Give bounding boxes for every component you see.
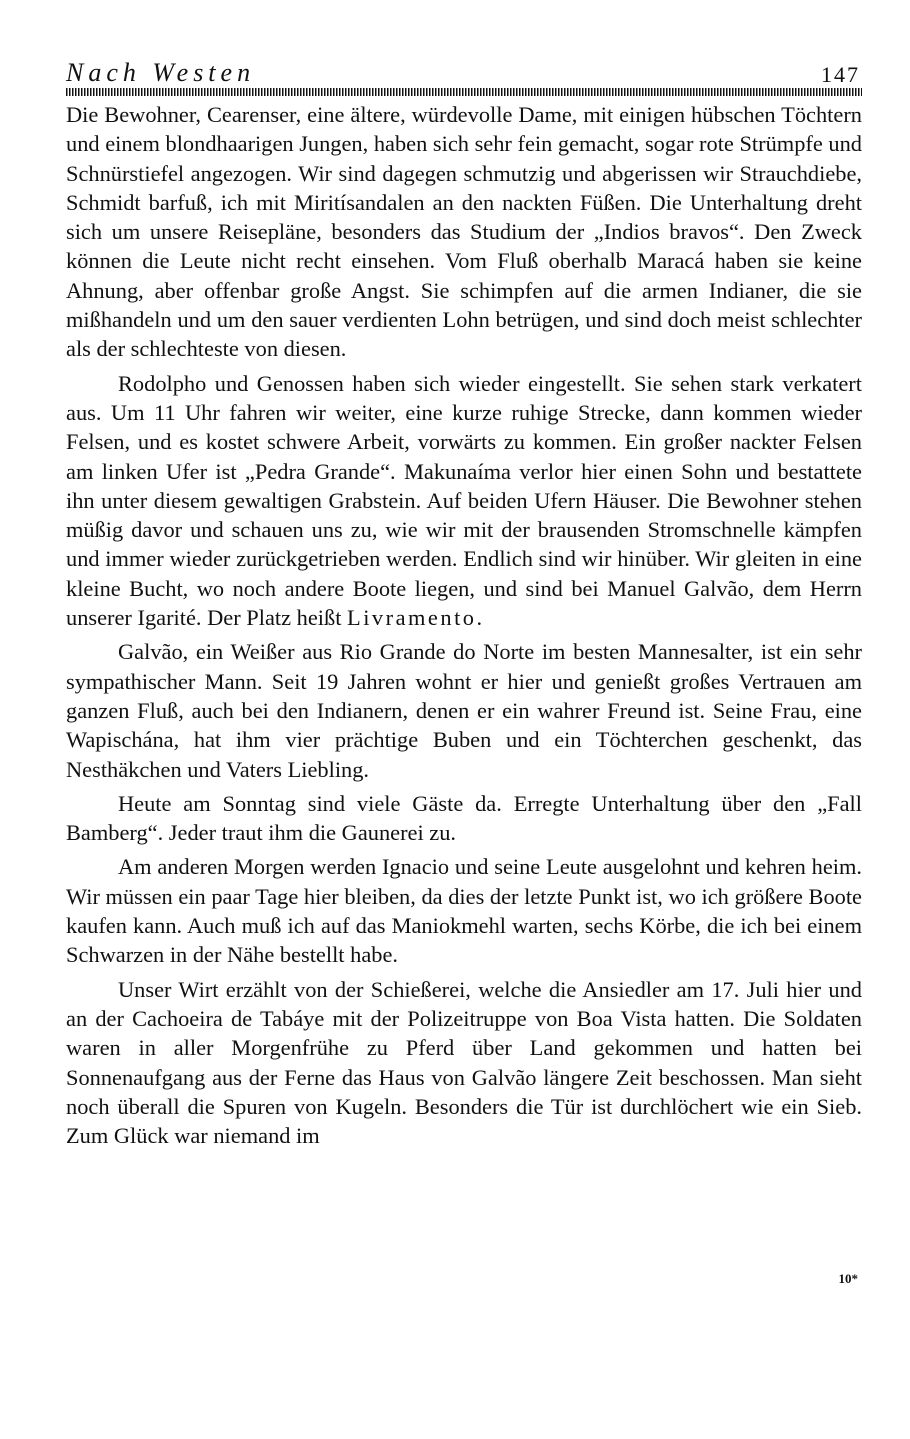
paragraph-2-text: Rodolpho und Genossen haben sich wieder eingestellt. Sie sehen stark verkatert aus. Um 11 Uhr fahren wir weiter, eine kurze ruhige Strecke, dann kommen wieder Felsen, und es kostet schwere Arbeit, vorwärts zu kommen. Ein großer nackter Felsen am linken Ufer ist „Pedra Grande“. Makunaíma verlor hier einen Sohn und bestattete ihn unter diesem gewaltigen Grabstein. Auf beiden Ufern Häuser. Die Bewohner stehen müßig davor und schauen uns zu, wie wir mit der brausenden Stromschnelle kämpfen und immer wieder zurückgetrieben werden. Endlich sind wir hinüber. Wir gleiten in eine kleine Bucht, wo noch andere Boote liegen, und sind bei Manuel Galvão, dem Herrn unserer Igarité. Der Platz heißt: [66, 370, 862, 631]
paragraph-2-tail: .: [476, 605, 483, 631]
paragraph-6: Unser Wirt erzählt von der Schießerei, welche die Ansiedler am 17. Juli hier und an der Cachoeira de Tabáye mit der Polizeitruppe von Boa Vista hatten. Die Soldaten waren in aller Morgenfrühe zu Pferd über Land gekommen und hatten bei Sonnenaufgang aus der Ferne das Haus von Galvão längere Zeit beschossen. Man sieht noch überall die Spuren von Kugeln. Besonders die Tür ist durchlöchert wie ein Sieb. Zum Glück war niemand im: [66, 976, 862, 1149]
page-header: [66, 58, 862, 88]
header-rule: [66, 88, 862, 96]
paragraph-5: Am anderen Morgen werden Ignacio und seine Leute ausgelohnt und kehren heim. Wir müssen ein paar Tage hier bleiben, da dies der letzte Punkt ist, wo ich größere Boote kaufen kann. Auch muß ich auf das Maniokmehl warten, sechs Körbe, die ich bei einem Schwarzen in der Nähe bestellt habe.: [66, 854, 862, 968]
paragraph-3: Galvão, ein Weißer aus Rio Grande do Norte im besten Mannesalter, ist ein sehr sympathischer Mann. Seit 19 Jahren wohnt er hier und genießt großes Vertrauen am ganzen Fluß, auch bei den Indianern, denen er ein wahrer Freund ist. Seine Frau, eine Wapischána, hat ihm vier prächtige Buben und ein Töchterchen geschenkt, das Nesthäkchen und Vaters Liebling.: [66, 639, 862, 782]
signature-mark: 10*: [838, 1271, 858, 1286]
paragraph-1: Die Bewohner, Cearenser, eine ältere, würdevolle Dame, mit einigen hübschen Töchtern und einem blondhaarigen Jungen, haben sich sehr fein gemacht, sogar rote Strümpfe und Schnürstiefel angezogen. Wir sind dagegen schmutzig und abgerissen wir Strauchdiebe, Schmidt barfuß, ich mit Miritísandalen an den nackten Füßen. Die Unterhaltung dreht sich um unsere Reisepläne, besonders das Studium der „Indios bravos“. Den Zweck können die Leute nicht recht einsehen. Vom Fluß oberhalb Maracá haben sie keine Ahnung, aber offenbar große Angst. Sie schimpfen auf die armen Indianer, die sie mißhandeln und um den sauer verdienten Lohn betrügen, und sind doch meist schlechter als der schlechteste von diesen.: [66, 102, 862, 362]
page-number: 147: [821, 62, 860, 87]
place-name-livramento: Livramento: [347, 605, 477, 631]
paragraph-2: [66, 369, 862, 633]
body-text: [66, 100, 862, 1155]
paragraph-4: Heute am Sonntag sind viele Gäste da. Erregte Unterhaltung über den „Fall Bamberg“. Jeder traut ihm die Gaunerei zu.: [66, 790, 862, 846]
running-title: Nach Westen: [66, 58, 256, 87]
